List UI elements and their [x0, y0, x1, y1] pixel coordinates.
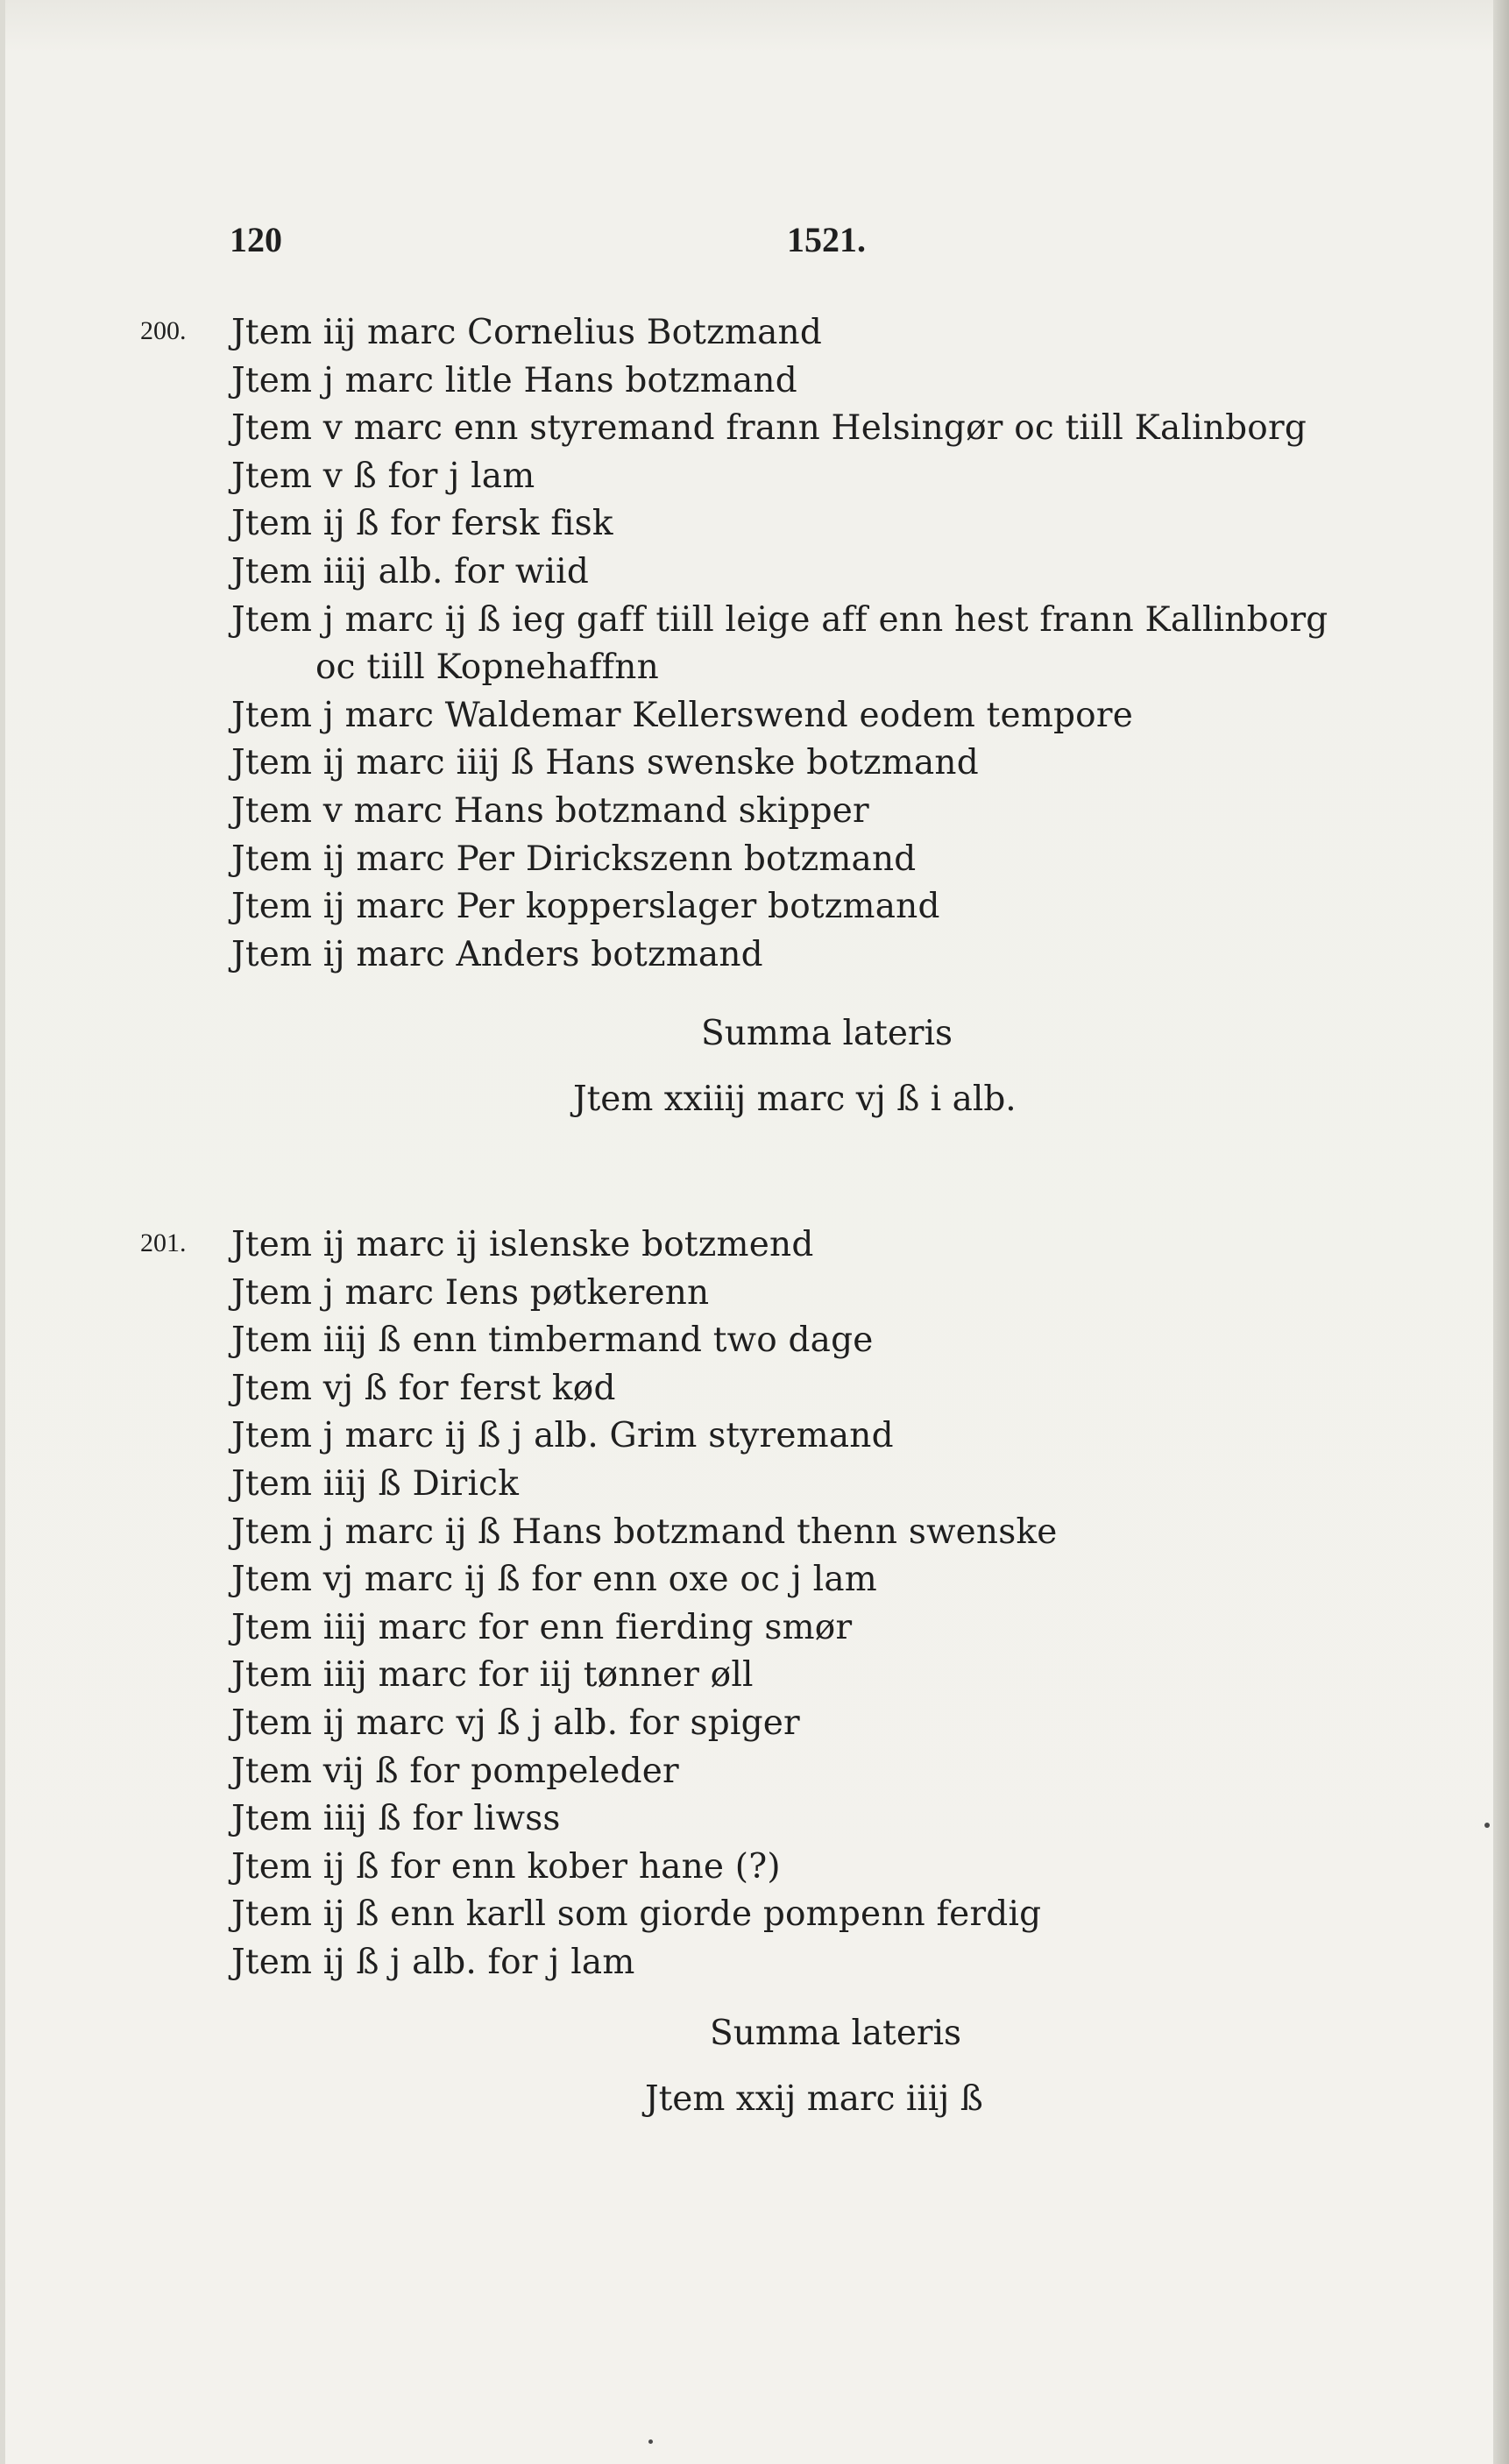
entry-line: Jtem iiiј marc for enn fierding smør — [231, 1607, 853, 1647]
entry-line: Jtem vj marc ij ß for enn oxe oc j lam — [231, 1560, 877, 1600]
entry-line: Jtem ј marc litle Hans botzmand — [231, 360, 797, 400]
entry-line: Jtem j marc Iens pøtkerenn — [231, 1272, 710, 1313]
entry-line: Jtem ij marc Per kopperslager botzmand — [231, 887, 940, 927]
page-year: 1521. — [787, 220, 866, 259]
entry-line: Jtem iiј marc Cornelius Botzmand — [231, 313, 823, 352]
entry-line: Jtem j marc ij ß ieg gaff tiill leige aff enn hest frann Kallinborg — [231, 599, 1328, 640]
entry-lines — [231, 1221, 1058, 1987]
entry-line: Jtem ij marc Per Dirickszenn botzmand — [231, 839, 917, 879]
page-left-edge — [0, 0, 5, 2464]
entry-line: Jtem j marc Waldemar Kellerswend eodem tempore — [231, 695, 1133, 735]
entry-line: Jtem v marc enn styremand frann Helsingør oc tiill Kalinborg — [231, 408, 1307, 449]
entry-line: Jtem ij marc Anders botzmand — [231, 934, 763, 974]
summa-lateris-label: Summa lateris — [710, 2014, 962, 2053]
entry-line: Jtem iј marc vj ß j alb. for spiger — [231, 1703, 800, 1743]
entry-line: Jtem ij ß j alb. for ј lam — [231, 1942, 635, 1982]
entry-lines — [231, 309, 1328, 979]
entry-line: Jtem iiij ß Dirick — [231, 1463, 520, 1504]
entry-number: 200. — [140, 316, 187, 345]
summa-lateris-total: Jtem xxiј marc iiij ß — [645, 2079, 983, 2119]
summa-lateris-label: Summa lateris — [701, 1014, 953, 1053]
entry-line: Jtem vij ß for pompeleder — [231, 1751, 679, 1791]
summa-lateris-total: Jtem xxiiiј marc vj ß i alb. — [573, 1080, 1017, 1119]
page-right-edge — [1493, 0, 1509, 2464]
entry-line: Jtem ij marc iiij ß Hans swenske botzmand — [231, 743, 979, 783]
entry-line: Jtem iiiј marc for iij tønner øll — [231, 1655, 754, 1696]
entry-line: Jtem vj ß for ferst kød — [231, 1368, 616, 1408]
entry-line: Jtem ij ß for enn kober hane (?) — [231, 1846, 781, 1887]
entry-line: Jtem j marc ij ß j alb. Grim styremand — [231, 1416, 894, 1456]
entry-line-continuation: oc tiill Kopnehaffnn — [315, 648, 659, 688]
entry-line: Jtem iiij ß enn timbermand two dage — [231, 1321, 874, 1361]
entry-line: Jtem ij ß for fersk fisk — [231, 504, 613, 544]
page-number: 120 — [230, 220, 282, 259]
entry-line: Jtem iiij ß for liwss — [231, 1799, 561, 1839]
paper-speck — [1484, 1823, 1490, 1828]
entry-line: Jtem ј marc ij ß Hans botzmand thenn swenske — [231, 1512, 1058, 1552]
page-header — [230, 219, 896, 272]
paper-speck — [648, 2439, 653, 2444]
entry-line: Jtem ij marc ij islenske botzmend — [231, 1225, 814, 1264]
entry-line: Jtem v marc Hans botzmand skipper — [231, 790, 869, 831]
entry-number: 201. — [140, 1228, 187, 1257]
entry-line: Jtem ij ß enn karll som giorde pompenn ferdig — [231, 1894, 1042, 1935]
entry-line: Jtem v ß for j lam — [231, 456, 535, 496]
entry-line: Jtem iiij alb. for wiid — [231, 551, 590, 591]
